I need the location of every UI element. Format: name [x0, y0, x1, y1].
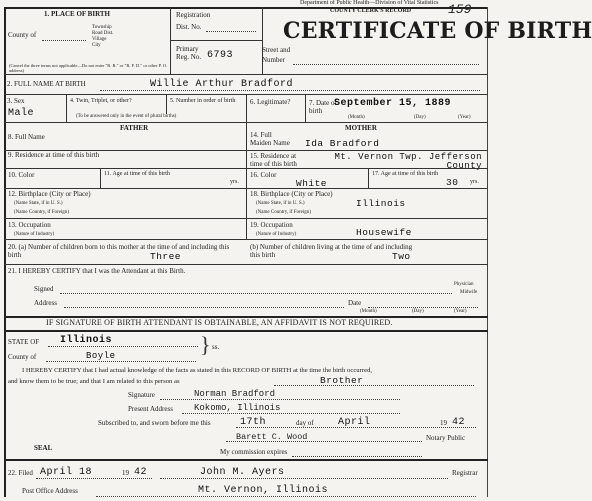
- dept-line: Department of Public Health—Division of Vital Statistics: [300, 0, 439, 6]
- affidavit-certify-1: I HEREBY CERTIFY that I had actual knowledge of the facts as stated in this RECORD OF BIRTH at the time the birth occurred,: [22, 367, 373, 374]
- full-name-line: [100, 90, 480, 91]
- children-living-value: Two: [392, 251, 411, 262]
- mother-age-label: 17. Age at time of this birth: [372, 171, 439, 177]
- registrar-value: John M. Ayers: [200, 467, 285, 478]
- commission-label: My commission expires: [220, 448, 288, 456]
- mother-occupation-label: 19. Occupation: [250, 221, 293, 229]
- affidavit-ss: ss.: [212, 343, 220, 351]
- children-living-label: (b) Number of children living at the time of and including this birth: [250, 243, 413, 259]
- registrar-label: Registrar: [452, 469, 478, 477]
- commission-line: [292, 456, 422, 457]
- affidavit-address-line: [182, 413, 400, 414]
- cancel-note: (Cancel the three terms not applicable—Do not enter "R. R." or "R. F. D." or other P. O. address): [9, 63, 168, 73]
- affidavit-address-value: Kokomo, Illinois: [194, 403, 281, 413]
- street-label: Street and: [262, 46, 291, 54]
- children-born-label: 20. (a) Number of children born to this mother at the time of and including this birth: [8, 243, 230, 259]
- mother-age-value: 30: [446, 177, 459, 188]
- reg-no-value: 6793: [207, 50, 234, 61]
- full-name-value: Willie Arthur Bradford: [150, 79, 294, 90]
- subscribed-year-prefix: 19: [440, 419, 447, 427]
- county-line: [42, 40, 86, 41]
- mother-residence-label: 15. Residence at time of this birth: [250, 152, 297, 168]
- affidavit-signature-label: Signature: [128, 391, 155, 399]
- father-state-note: (Name State, if in U. S.): [14, 201, 63, 206]
- dob-year-label: (Year): [458, 115, 471, 120]
- affidavit-address-label: Present Address: [128, 405, 173, 413]
- subscribed-day-value: 17th: [240, 417, 267, 428]
- m-color-div: [368, 168, 369, 188]
- subscribed-month-value: April: [338, 417, 371, 428]
- dob-month-label: (Month): [348, 115, 365, 120]
- father-country-note: (Name Country, if Foreign): [14, 210, 69, 215]
- attendant-date-line: [368, 307, 478, 308]
- attendant-address-label: Address: [34, 299, 57, 307]
- filed-year-value: 42: [134, 467, 148, 478]
- row21-top: [4, 264, 488, 265]
- stamp-number: 159: [448, 2, 472, 17]
- m-row3: [246, 188, 488, 189]
- mother-maiden-label: 14. Full Maiden Name: [250, 131, 290, 147]
- reg-divider: [170, 40, 262, 41]
- twin-label: 4. Twin, Triplet, or other?: [70, 98, 132, 104]
- dist-no-label: Dist. No.: [176, 23, 202, 31]
- plural-note: (To be answered only in the event of plural births): [76, 114, 177, 119]
- father-color-label: 10. Color: [8, 171, 35, 179]
- clerk-record-label: COUNTY CLERK'S RECORD: [330, 8, 412, 14]
- midwife-label: Midwife: [460, 290, 478, 295]
- attendant-certify: 21. I HEREBY CERTIFY that I was the Attendant at this Birth.: [8, 267, 186, 275]
- attendant-address-line: [64, 307, 344, 308]
- mother-industry-note: (Nature of Industry): [256, 232, 297, 237]
- subscribed-line: [236, 427, 476, 428]
- mother-residence-value: Mt. Vernon Twp. Jefferson County: [334, 152, 482, 171]
- legitimate-label: 6. Legitimate?: [250, 98, 291, 106]
- affidavit-relation-value: Brother: [320, 375, 364, 386]
- affidavit-certify-2: and know them to be true; and that I am related to this person as: [8, 378, 180, 385]
- row3-div3: [246, 94, 247, 122]
- right-border: [487, 7, 488, 497]
- affidavit-signature-value: Norman Bradford: [194, 389, 276, 399]
- place-option-city: City: [92, 43, 101, 48]
- dob-day-label: (Day): [414, 115, 426, 120]
- mother-birthplace-label: 18. Birthplace (City or Place): [250, 190, 333, 198]
- place-option-road-dist: Road Dist.: [92, 31, 114, 36]
- filed-year-prefix: 19: [122, 469, 129, 477]
- registration-label: Registration: [176, 11, 211, 19]
- date-of-birth-label: 7. Date of birth: [309, 99, 337, 115]
- po-address-line: [96, 496, 476, 497]
- father-birthplace-label: 12. Birthplace (City or Place): [8, 190, 91, 198]
- attendant-date-label: Date: [348, 299, 362, 307]
- left-border: [4, 7, 6, 497]
- affidavit-state-line: [48, 346, 198, 347]
- row3-div2: [166, 94, 167, 114]
- father-occupation-label: 13. Occupation: [8, 221, 51, 229]
- children-born-value: Three: [150, 251, 182, 262]
- f-color-div: [100, 168, 101, 188]
- subscribed-label: Subscribed to, and sworn before me this: [98, 419, 211, 427]
- seal-label: SEAL: [34, 444, 53, 452]
- mother-yrs-label: yrs.: [470, 179, 479, 185]
- father-yrs-label: yrs.: [230, 179, 239, 185]
- filed-date-value: April 18: [40, 467, 93, 478]
- m-row4: [246, 218, 488, 219]
- father-residence-label: 9. Residence at time of this birth: [8, 151, 100, 159]
- f-row4: [4, 218, 246, 219]
- place-option-township: Township: [92, 25, 112, 30]
- po-address-label: Post Office Address: [22, 487, 78, 495]
- row20-top: [4, 239, 488, 240]
- certificate-title: CERTIFICATE OF BIRTH: [283, 18, 592, 44]
- sex-value: Male: [8, 108, 35, 119]
- m-row2: [246, 168, 488, 169]
- street-line: [293, 64, 479, 65]
- affidavit-relation-line: [274, 385, 474, 386]
- notary-name-value: Barett C. Wood: [236, 432, 308, 442]
- father-industry-note: (Nature of Industry): [14, 232, 55, 237]
- father-name-label: 8. Full Name: [8, 133, 45, 141]
- row2-top: [4, 74, 488, 75]
- f-row2: [4, 168, 246, 169]
- place-option-village: Village: [92, 37, 107, 42]
- notary-label: Notary Public: [426, 434, 466, 442]
- full-name-label: 2. FULL NAME AT BIRTH: [7, 80, 86, 88]
- father-header: FATHER: [120, 124, 149, 132]
- county-label: County of: [8, 31, 37, 39]
- attendant-month-label: (Month): [360, 309, 377, 314]
- row22-top: [4, 459, 488, 461]
- affidavit-state-value: Illinois: [60, 335, 113, 346]
- parents-divider: [246, 122, 247, 239]
- attendant-year-label: (Year): [454, 309, 467, 314]
- affidavit-county-label: County of: [8, 353, 37, 361]
- attendant-signed-line: [60, 293, 452, 294]
- affidavit-brace: }: [200, 332, 211, 357]
- primary-label: Primary: [176, 45, 199, 53]
- row3-div1: [66, 94, 67, 122]
- date-of-birth-value: September 15, 1889: [334, 98, 452, 109]
- dist-no-line: [206, 31, 256, 32]
- affidavit-county-line: [46, 361, 196, 362]
- row3-div4: [305, 94, 306, 122]
- number-order-label: 5. Number in order of birth: [170, 98, 236, 104]
- affidavit-signature-line: [160, 399, 400, 400]
- mother-header: MOTHER: [345, 124, 377, 132]
- filed-label: 22. Filed: [8, 469, 33, 477]
- affidavit-state-label: STATE OF: [8, 338, 40, 346]
- place-of-birth-label: 1. PLACE OF BIRTH: [44, 10, 111, 18]
- mother-birthplace-value: Illinois: [356, 198, 406, 209]
- affidavit-banner-bottom: [4, 330, 488, 332]
- f-row3: [4, 188, 246, 189]
- registrar-line: [160, 478, 448, 479]
- mother-color-label: 16. Color: [250, 171, 277, 179]
- sex-label: 3. Sex: [7, 97, 25, 105]
- affidavit-banner: IF SIGNATURE OF BIRTH ATTENDANT IS OBTAINABLE, AN AFFIDAVIT IS NOT REQUIRED.: [46, 318, 393, 327]
- reg-no-label: Reg. No.: [176, 53, 202, 61]
- m-row1: [246, 150, 488, 151]
- notary-line: [226, 441, 422, 442]
- affidavit-county-value: Boyle: [86, 351, 116, 361]
- number-label: Number: [262, 56, 285, 64]
- mother-occupation-value: Housewife: [356, 227, 412, 238]
- attendant-signed-label: Signed: [34, 285, 54, 293]
- subscribed-day-of: day of: [296, 419, 314, 427]
- mother-maiden-value: Ida Bradford: [305, 138, 380, 149]
- father-age-label: 11. Age at time of this birth: [104, 171, 170, 177]
- filed-line: [36, 478, 152, 479]
- physician-label: Physician: [454, 282, 474, 287]
- top-border: [4, 7, 488, 9]
- attendant-day-label: (Day): [412, 309, 424, 314]
- mother-color-value: White: [296, 178, 328, 189]
- po-address-value: Mt. Vernon, Illinois: [198, 485, 329, 496]
- subscribed-year-value: 42: [452, 417, 466, 428]
- mother-state-note: (Name State, if in U. S.): [256, 201, 305, 206]
- mother-country-note: (Name Country, if Foreign): [256, 210, 311, 215]
